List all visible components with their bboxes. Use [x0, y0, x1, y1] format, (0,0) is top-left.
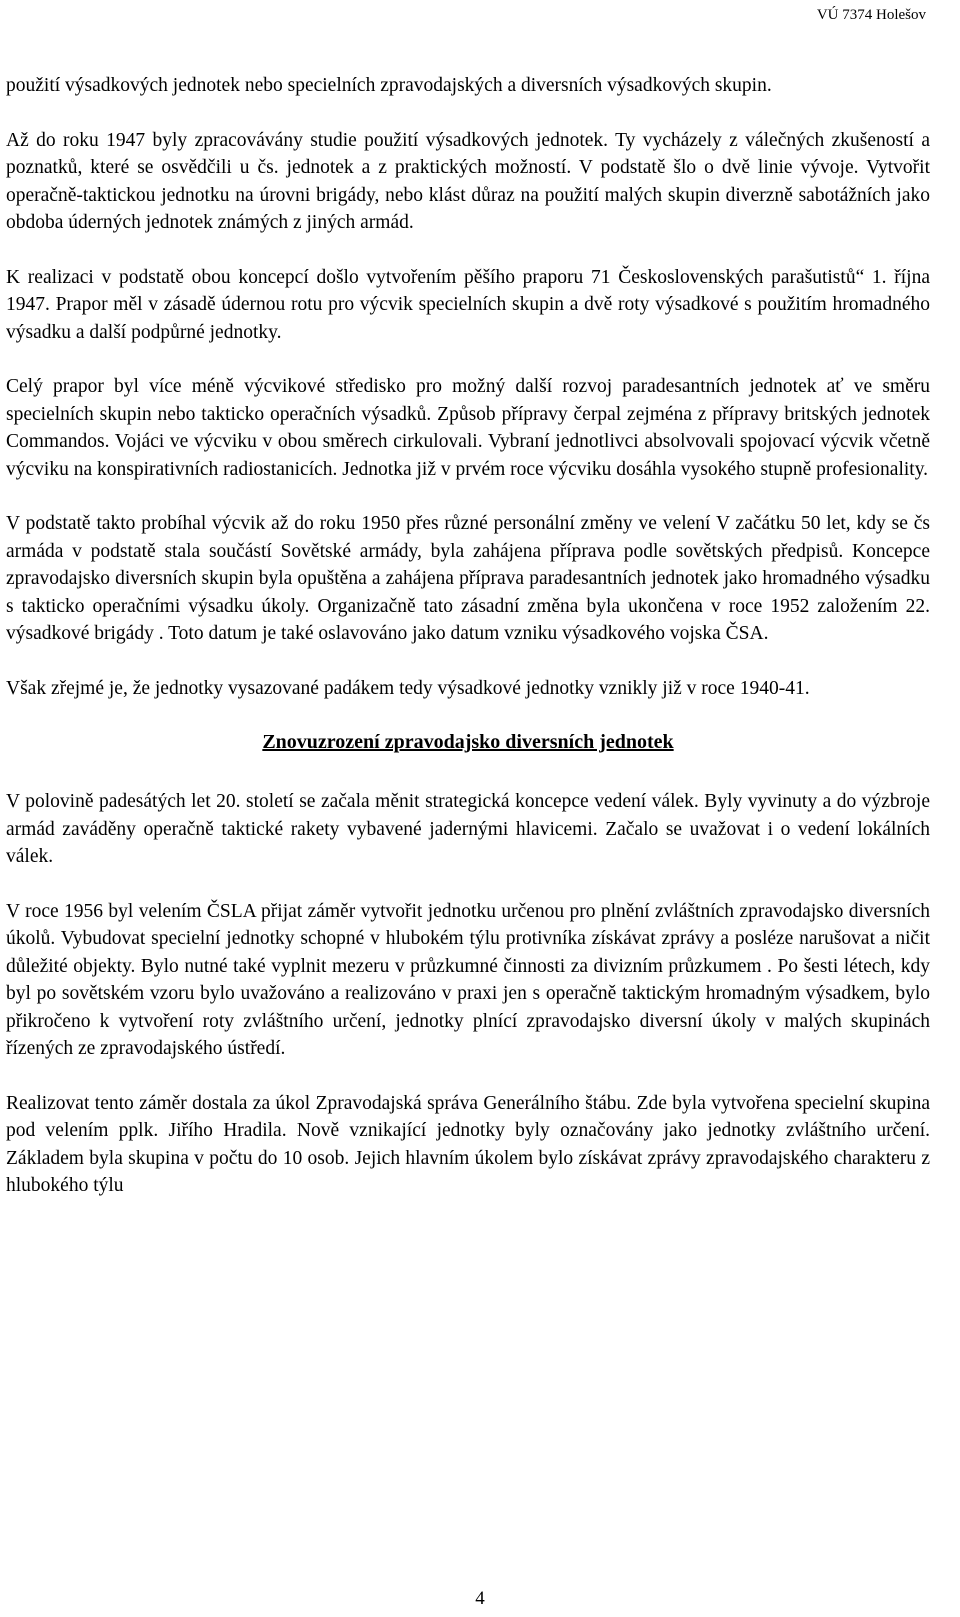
- paragraph: Až do roku 1947 byly zpracovávány studie použití výsadkových jednotek. Ty vycházely z válečných zkušeností a poznatků, které se osvědčili u čs. jednotek a z praktických možností. V podstatě šlo o dvě linie vývoje. Vytvořit operačně-taktickou jednotku na úrovni brigády, nebo klást důraz na použití malých skupin diverzně sabotážních jako obdoba úderných jednotek známých z jiných armád.: [6, 129, 930, 233]
- paragraph: Celý prapor byl více méně výcvikové středisko pro možný další rozvoj paradesantních jednotek ať ve směru specielních skupin nebo takticko operačních výsadků. Způsob přípravy čerpal zejména z přípravy britských jednotek Commandos. Vojáci ve výcviku v obou směrech cirkulovali. Vybraní jednotlivci absolvovali spojovací výcvik včetně výcviku na konspirativních radiostanicích. Jednotka již v prvém roce výcviku dosáhla vysokého stupně profesionality.: [6, 376, 930, 480]
- document-body: [6, 72, 930, 1227]
- paragraph: V roce 1956 byl velením ČSLA přijat záměr vytvořit jednotku určenou pro plnění zvláštních zpravodajsko diversních úkolů. Vybudovat specielní jednotky schopné v hlubokém týlu protivníka získávat zprávy a posléze narušovat a ničit důležité objekty. Bylo nutné také vyplnit mezeru v průzkumné činnosti za divizním průzkumem . Po šesti létech, kdy byl po sovětském vzoru bylo uvažováno a realizováno v praxi jen s operačně taktickým hromadným výsadkem, bylo přikročeno k vytvoření roty zvláštního určení, jednotky plnící zpravodajsko diversní úkoly v malých skupinách řízených ze zpravodajského ústředí.: [6, 900, 930, 1059]
- paragraph: V podstatě takto probíhal výcvik až do roku 1950 přes různé personální změny ve velení V začátku 50 let, kdy se čs armáda v podstatě stala součástí Sovětské armády, byla zahájena příprava podle sovětských předpisů. Koncepce zpravodajsko diversních skupin byla opuštěna a zahájena příprava paradesantních jednotek jako hromadného výsadku s takticko operačními výsadku úkoly. Organizačně tato zásadní změna byla ukončena v roce 1952 založením 22. výsadkové brigády . Toto datum je také oslavováno jako datum vzniku výsadkového vojska ČSA.: [6, 513, 930, 644]
- section-heading: Znovuzrození zpravodajsko diversních jednotek: [262, 731, 674, 753]
- page-header: VÚ 7374 Holešov: [816, 7, 926, 23]
- paragraph: použití výsadkových jednotek nebo specielních zpravodajských a diversních výsadkových skupin.: [6, 75, 772, 96]
- page-number: 4: [475, 1588, 485, 1609]
- paragraph: V polovině padesátých let 20. století se začala měnit strategická koncepce vedení válek. Byly vyvinuty a do výzbroje armád zaváděny operačně taktické rakety vybavené jadernými hlavicemi. Začalo se uvažovat i o vedení lokálních válek.: [6, 791, 930, 867]
- paragraph: Realizovat tento záměr dostala za úkol Zpravodajská správa Generálního štábu. Zde byla vytvořena specielní skupina pod velením pplk. Jiřího Hradila. Nově vznikající jednotky byly označovány jako jednotky zvláštního určení. Základem byla skupina v počtu do 10 osob. Jejich hlavním úkolem bylo získávat zprávy zpravodajského charakteru z hlubokého týlu: [6, 1092, 930, 1196]
- paragraph: Však zřejmé je, že jednotky vysazované padákem tedy výsadkové jednotky vznikly již v roce 1940-41.: [6, 677, 810, 699]
- paragraph: K realizaci v podstatě obou koncepcí došlo vytvořením pěšího praporu 71 Československých parašutistů“ 1. října 1947. Prapor měl v zásadě údernou rotu pro výcvik specielních skupin a dvě roty výsadkové s použitím hromadného výsadku a další podpůrné jednotky.: [6, 266, 930, 343]
